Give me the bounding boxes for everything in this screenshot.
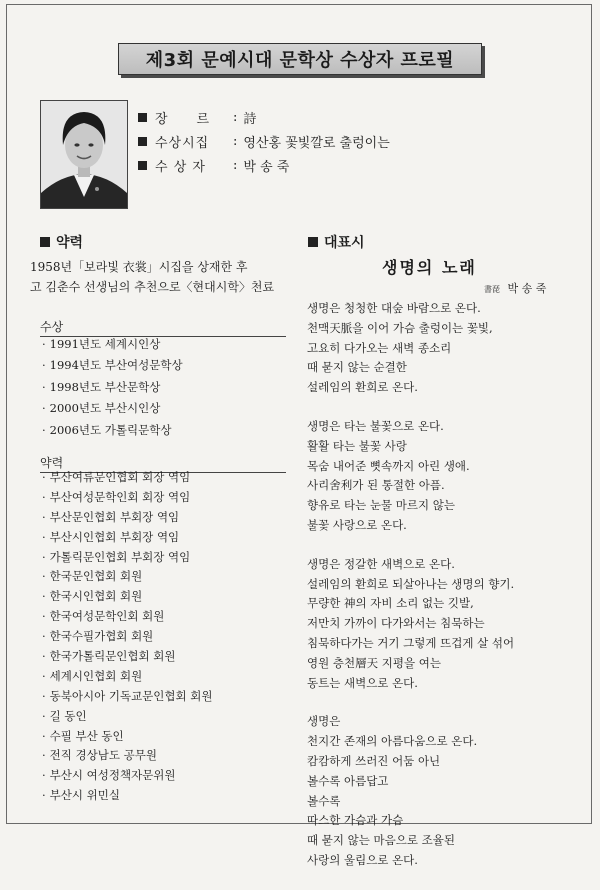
poem-stanza — [307, 712, 514, 870]
career-heading: 약력 — [40, 454, 286, 473]
poem-line: 동트는 새벽으로 온다. — [307, 675, 418, 690]
poem-line: 저만치 가까이 다가와서는 침묵하는 — [307, 616, 485, 631]
square-bullet-icon — [40, 237, 50, 247]
career-text: 동북아시아 기독교문인협회 회원 — [49, 688, 213, 703]
square-bullet-icon — [308, 237, 318, 247]
poem-line: 고요히 다가오는 새벽 종소리 — [307, 340, 452, 355]
poem-line: 때 묻지 않는 마음으로 조율된 — [307, 833, 455, 848]
collection-value: 영산홍 꽃빛깔로 출렁이는 — [243, 135, 390, 151]
poem-line: 생명은 타는 불꽃으로 온다. — [307, 418, 444, 433]
poem-stanza — [307, 299, 514, 398]
list-item — [42, 488, 213, 508]
list-item — [42, 766, 213, 786]
winner-row — [138, 153, 390, 177]
collection-label: 수상시집 — [155, 135, 210, 151]
dot-bullet-icon: · — [42, 668, 46, 683]
poem-line: 따스한 가슴과 가슴 — [307, 813, 404, 828]
square-bullet-icon — [138, 161, 147, 170]
dot-bullet-icon: · — [42, 379, 46, 394]
collection-row — [138, 129, 390, 153]
list-item — [42, 355, 183, 376]
poem-line: 때 묻지 않는 순결한 — [307, 360, 407, 375]
author-name: 박 송 죽 — [507, 282, 547, 295]
poem-line: 볼수록 — [307, 793, 341, 808]
career-text: 부산여류문인협회 회장 역임 — [49, 470, 191, 484]
career-text: 세계시인협회 회원 — [49, 668, 143, 683]
career-text: 부산여성문학인회 회장 역임 — [49, 489, 191, 504]
list-item — [42, 420, 183, 441]
career-text: 부산문인협회 부회장 역임 — [49, 509, 180, 524]
winner-label: 수 상 자 — [155, 159, 206, 175]
dot-bullet-icon: · — [42, 422, 46, 437]
poem-line: 목숨 내어준 뼛속까지 아린 생애. — [307, 458, 470, 473]
poem-line: 천맥天脈을 이어 가슴 출렁이는 꽃빛, — [307, 320, 493, 335]
dot-bullet-icon: · — [42, 358, 46, 373]
dot-bullet-icon: · — [42, 509, 46, 524]
genre-label: 장 르 — [155, 111, 211, 127]
career-list — [42, 468, 213, 806]
list-item — [42, 528, 213, 548]
career-text: 한국시인협회 회원 — [49, 589, 143, 604]
poem-line: 생명은 청청한 대숲 바람으로 온다. — [307, 301, 481, 315]
title-banner — [118, 43, 482, 75]
career-text: 부산시인협회 부회장 역임 — [49, 529, 180, 544]
award-text: 1998년도 부산문학상 — [49, 379, 161, 394]
biography-line: 1958년「보라빛 衣裳」시집을 상재한 후 — [30, 260, 248, 274]
career-text: 수필 부산 동인 — [49, 728, 124, 743]
poem-line: 생명은 정갈한 새벽으로 온다. — [307, 556, 455, 571]
list-item — [42, 548, 213, 568]
dot-bullet-icon: · — [42, 688, 46, 703]
dot-bullet-icon: · — [42, 569, 46, 584]
author-portrait — [40, 100, 128, 209]
poem-section-heading — [308, 232, 365, 252]
list-item — [42, 707, 213, 727]
awards-heading: 수상 — [40, 318, 286, 337]
list-item — [42, 647, 213, 667]
poem-line: 생명은 — [307, 714, 341, 729]
list-item — [42, 587, 213, 607]
colon-separator: : — [233, 109, 238, 125]
square-bullet-icon — [138, 113, 147, 122]
poem-line: 캄캄하게 쓰러진 어둠 아닌 — [307, 753, 441, 768]
poem-stanza — [307, 555, 514, 694]
list-item — [42, 398, 183, 419]
poem-line: 향유로 타는 눈물 마르지 않는 — [307, 498, 455, 513]
poem-author — [484, 280, 546, 296]
poem-section-heading-text: 대표시 — [324, 235, 365, 251]
list-item — [42, 334, 183, 355]
career-text: 전직 경상남도 공무원 — [49, 748, 157, 763]
poem-line: 불꽃 사랑으로 온다. — [307, 517, 407, 532]
career-text: 길 동인 — [49, 708, 87, 723]
genre-row — [138, 105, 390, 129]
list-item — [42, 627, 213, 647]
poem-line: 사랑의 울림으로 온다. — [307, 852, 418, 867]
dot-bullet-icon: · — [42, 489, 46, 504]
portrait-image — [41, 101, 127, 208]
list-item — [42, 607, 213, 627]
poem-line: 침묵하다가는 거기 그렇게 뜨겁게 살 섞어 — [307, 635, 515, 650]
dot-bullet-icon: · — [42, 470, 46, 484]
career-text: 한국수필가협회 회원 — [49, 629, 154, 644]
dot-bullet-icon: · — [42, 549, 46, 564]
biography-heading — [40, 232, 83, 252]
poem-title: 생명의 노래 — [382, 258, 477, 277]
poem-line: 사리舍利가 된 통절한 아픔. — [307, 478, 445, 493]
dot-bullet-icon: · — [42, 529, 46, 544]
colon-separator: : — [233, 157, 238, 173]
poem-line: 활활 타는 불꽃 사랑 — [307, 438, 407, 453]
dot-bullet-icon: · — [42, 337, 46, 351]
biography-text — [30, 257, 274, 297]
list-item — [42, 687, 213, 707]
dot-bullet-icon: · — [42, 748, 46, 763]
career-text: 한국여성문학인회 회원 — [49, 609, 165, 624]
dot-bullet-icon: · — [42, 401, 46, 416]
career-text: 부산시 여성정책자문위원 — [49, 768, 176, 783]
career-text: 부산시 위민실 — [49, 788, 120, 803]
dot-bullet-icon: · — [42, 728, 46, 743]
poem-line: 천지간 존재의 아름다움으로 온다. — [307, 734, 478, 749]
page-title: 제3회 문예시대 문학상 수상자 프로필 — [145, 50, 455, 71]
list-item — [42, 508, 213, 528]
poem-line: 볼수록 아름답고 — [307, 773, 389, 788]
award-text: 2006년도 가톨릭문학상 — [49, 422, 172, 437]
list-item — [42, 377, 183, 398]
list-item — [42, 468, 213, 488]
colon-separator: : — [233, 133, 238, 149]
poem-stanza — [307, 417, 514, 536]
dot-bullet-icon: · — [42, 629, 46, 644]
awards-list — [42, 334, 183, 441]
list-item — [42, 786, 213, 806]
dot-bullet-icon: · — [42, 589, 46, 604]
biography-heading-text: 약력 — [56, 235, 84, 251]
dot-bullet-icon: · — [42, 649, 46, 664]
poem-line: 설레임의 환희로 되살아나는 생명의 향기. — [307, 576, 515, 591]
dot-bullet-icon: · — [42, 708, 46, 723]
author-tag: 書琵 — [484, 285, 500, 294]
list-item — [42, 727, 213, 747]
poem-body — [307, 299, 514, 890]
award-text: 1991년도 세계시인상 — [49, 337, 161, 351]
genre-value: 詩 — [243, 111, 257, 127]
dot-bullet-icon: · — [42, 609, 46, 624]
biography-line: 고 김춘수 선생님의 추천으로〈현대시학〉천료 — [30, 280, 275, 294]
dot-bullet-icon: · — [42, 768, 46, 783]
list-item — [42, 746, 213, 766]
career-text: 한국문인협회 회원 — [49, 569, 143, 584]
square-bullet-icon — [138, 137, 147, 146]
poem-line: 설레임의 환희로 온다. — [307, 380, 418, 395]
poem-line: 영원 층천層天 지평을 여는 — [307, 655, 441, 670]
list-item — [42, 567, 213, 587]
profile-info — [138, 105, 390, 177]
career-text: 한국가톨릭문인협회 회원 — [49, 649, 176, 664]
career-text: 가톨릭문인협회 부회장 역임 — [49, 549, 191, 564]
winner-value: 박 송 죽 — [243, 159, 290, 175]
award-text: 1994년도 부산여성문학상 — [49, 358, 183, 373]
poem-line: 무량한 神의 자비 소리 없는 깃발, — [307, 596, 474, 611]
award-text: 2000년도 부산시인상 — [49, 401, 161, 416]
list-item — [42, 667, 213, 687]
dot-bullet-icon: · — [42, 788, 46, 803]
